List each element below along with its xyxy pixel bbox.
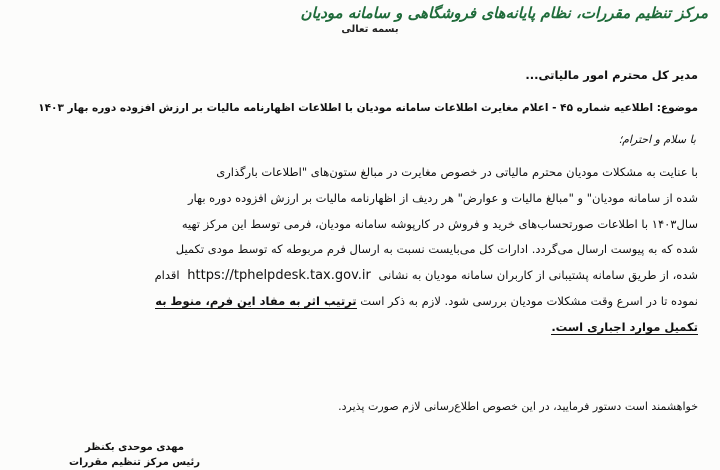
- letter-body: [88, 160, 698, 341]
- body-line-7: [88, 315, 698, 341]
- recipient-line: مدیر کل محترم امور مالیاتی...: [525, 68, 698, 82]
- basmala: بسمه تعالی: [341, 24, 399, 35]
- body-line-3: سال۱۴۰۳ با اطلاعات صورتحساب‌های خرید و فروش در کارپوشه سامانه مودیان، فرمی توسط این مرکز تهیه: [181, 216, 698, 231]
- body-line-5-end: اقدام: [154, 268, 180, 283]
- body-line-4: شده که به پیوست ارسال می‌گردد. ادارات کل می‌بایست نسبت به ارسال فرم مربوطه که توسط مودی تکمیل: [175, 242, 698, 257]
- signature-block: [69, 440, 200, 470]
- body-line-6: [88, 289, 698, 315]
- emphasis-text-2: تکمیل موارد اجباری است.: [551, 319, 698, 334]
- greeting: با سلام و احترام؛: [618, 133, 696, 146]
- body-line-5-start: شده، از طریق سامانه پشتیبانی از کاربران سامانه مودیان به نشانی: [378, 268, 698, 283]
- body-line-1: با عنایت به مشکلات مودیان محترم مالیاتی در خصوص مغایرت در مبالغ ستون‌های "اطلاعات بارگذاری: [216, 165, 698, 179]
- body-line-5: [88, 263, 698, 289]
- emphasis-text-1: ترتیب اثر به مفاد این فرم، منوط به: [155, 293, 357, 308]
- signatory-name: مهدی موحدی بکنظر: [85, 442, 184, 453]
- body-line-6-start: نموده تا در اسرع وقت مشکلات مودیان بررسی شود. لازم به ذکر است: [360, 293, 698, 308]
- subject-line: موضوع: اطلاعیه شماره ۴۵ - اعلام مغایرت اطلاعات سامانه مودیان با اطلاعات اظهارنامه مالیات بر ارزش افزوده دوره بهار ۱۴۰۳: [38, 102, 698, 114]
- body-line-2: شده از سامانه مودیان" و "مبالغ مالیات و عوارض" هر ردیف از اظهارنامه مالیات بر ارزش افزوده دوره بهار: [187, 190, 698, 205]
- signatory-title: رئیس مرکز تنظیم مقررات: [69, 457, 200, 468]
- closing-line: خواهشمند است دستور فرمایید، در این خصوص اطلاع‌رسانی لازم صورت پذیرد.: [338, 400, 698, 413]
- organization-header: مرکز تنظیم مقررات، نظام پایانه‌های فروشگاهی و سامانه مودیان: [300, 4, 708, 22]
- helpdesk-link[interactable]: https://tphelpdesk.tax.gov.ir: [187, 268, 371, 284]
